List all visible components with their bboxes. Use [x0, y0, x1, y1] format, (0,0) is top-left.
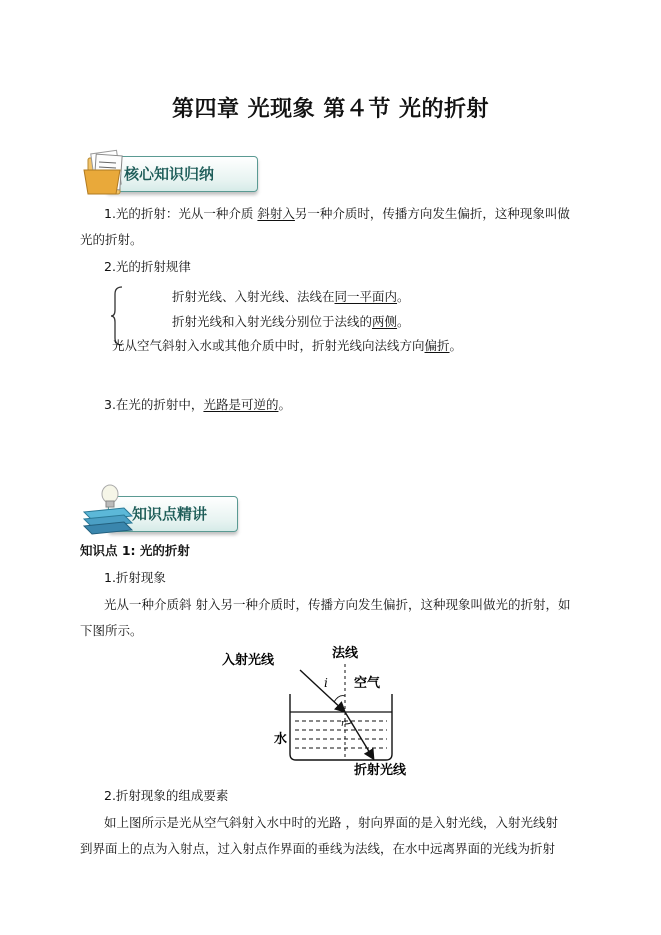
rule-3: 光从空气斜射入水或其他介质中时，折射光线向法线方向偏折。	[112, 338, 463, 353]
kp1-para2-line2: 到界面上的点为入射点，过入射点作界面的垂线为法线，在水中远离界面的光线为折射	[80, 841, 556, 856]
banner-label: 核心知识归纳	[124, 165, 215, 183]
incident-ray	[300, 670, 344, 711]
kp1-para1-line2: 下图所示。	[80, 623, 143, 638]
core-item-1-cont: 光的折射。	[80, 232, 143, 247]
rule-2: 折射光线和入射光线分别位于法线的两侧。	[172, 314, 410, 329]
angle-i-label: i	[324, 676, 328, 690]
core-item-3: 3.在光的折射中，光路是可逆的。	[104, 397, 291, 412]
page-title: 第四章 光现象 第４节 光的折射	[172, 97, 489, 122]
water-label: 水	[274, 732, 288, 747]
incident-ray-label: 入射光线	[222, 653, 275, 668]
refracted-ray	[345, 712, 373, 758]
section-banner-core	[80, 148, 260, 198]
section-banner-knowledge	[80, 482, 240, 534]
kp1-heading: 知识点 1: 光的折射	[80, 543, 190, 558]
kp1-sub2: 2.折射现象的组成要素	[104, 788, 229, 803]
refracted-ray-label: 折射光线	[354, 763, 407, 778]
refraction-rules-box	[108, 284, 488, 358]
angle-r-label: r	[341, 719, 346, 729]
air-label: 空气	[354, 676, 381, 691]
kp1-para2-line1: 如上图所示是光从空气斜射入水中时的光路 ，射向界面的是入射光线，入射光线射	[104, 815, 558, 830]
kp1-para1-line1: 光从一种介质斜 射入另一种介质时，传播方向发生偏折，这种现象叫做光的折射，如	[104, 597, 571, 612]
rule-1: 折射光线、入射光线、法线在同一平面内。	[172, 289, 410, 304]
core-item-2-title: 2.光的折射规律	[104, 259, 191, 274]
core-item-1: 1.光的折射：光从一种介质 斜射入另一种介质时，传播方向发生偏折，这种现象叫做	[104, 206, 570, 221]
books-lightbulb-icon	[80, 482, 134, 534]
refraction-diagram	[222, 642, 440, 778]
kp1-sub1: 1.折射现象	[104, 570, 166, 585]
folder-documents-icon	[80, 148, 126, 198]
normal-label: 法线	[332, 646, 359, 661]
banner-label: 知识点精讲	[132, 505, 208, 523]
